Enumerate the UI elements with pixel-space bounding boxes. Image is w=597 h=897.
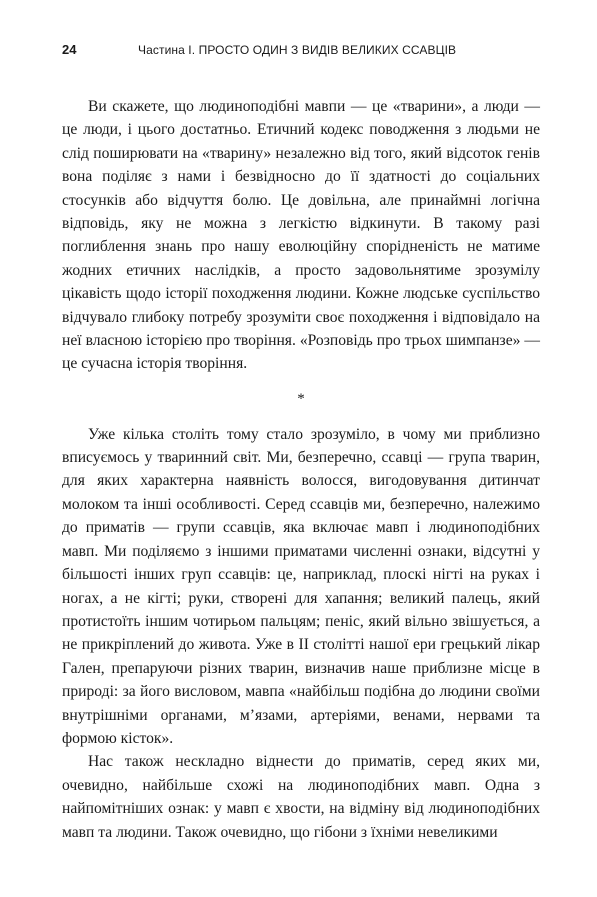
- paragraph: Уже кілька століть тому стало зрозуміло, в чому ми приблизно вписуємось у тваринний світ. Ми, безперечно, ссавці — група тварин, для яких характерна наявність волосся, вигодовування дитинчат молоком та інші особливості. Серед ссавців ми, безперечно, належимо до приматів — групи ссавців, яка включає мавп і людиноподібних мавп. Ми поділяємо з іншими приматами численні ознаки, відсутні у більшості інших груп ссавців: це, наприклад, плоскі нігті на руках і ногах, а не кігті; руки, створені для хапання; великий палець, який протистоїть іншим чотирьом пальцям; пеніс, який вільно звішується, а не прикріплений до живота. Уже в II столітті нашої ери грецький лікар Гален, препаруючи різних тварин, визначив наше приблизне місце в природі: за його висловом, мавпа «найбільш подібна до людини своїми внутрішніми органами, м’язами, артеріями, венами, нервами та формою кісток».: [62, 425, 540, 747]
- paragraph: Нас також нескладно віднести до приматів, серед яких ми, очевидно, найбільше схожі на людиноподібних мавп. Одна з найпомітніших ознак: у мавп є хвости, на відміну від людиноподібних мавп та людини. Також очевидно, що гібони з їхніми невеликими: [62, 753, 540, 841]
- page-header: [62, 42, 540, 62]
- paragraph: Ви скажете, що людиноподібні мавпи — це «тварини», а люди — це люди, і цього достатньо. Етичний кодекс поводження з людьми не слід поширювати на «тварину» незалежно від того, який відсоток генів вона поділяє з нами і безвідносно до її здатності до соціальних стосунків або відчуття болю. Це довільна, але принаймні логічна відповідь, яку не можна з легкістю відкинути. В такому разі поглиблення знань про нашу еволюційну спорідненість не матиме жодних етичних наслідків, а просто задовольнятиме зрозумілу цікавість щодо історії походження людини. Кожне людське суспільство відчувало глибоку потребу зрозуміти своє походження і відповідало на неї власною історією про творіння. «Розповідь про трьох шимпанзе» — це сучасна історія творіння.: [62, 98, 540, 373]
- running-title: Частина I. ПРОСТО ОДИН З ВИДІВ ВЕЛИКИХ ССАВЦІВ: [138, 43, 457, 57]
- body-text: [62, 95, 540, 844]
- section-separator: *: [297, 390, 305, 407]
- page-number: 24: [62, 42, 77, 57]
